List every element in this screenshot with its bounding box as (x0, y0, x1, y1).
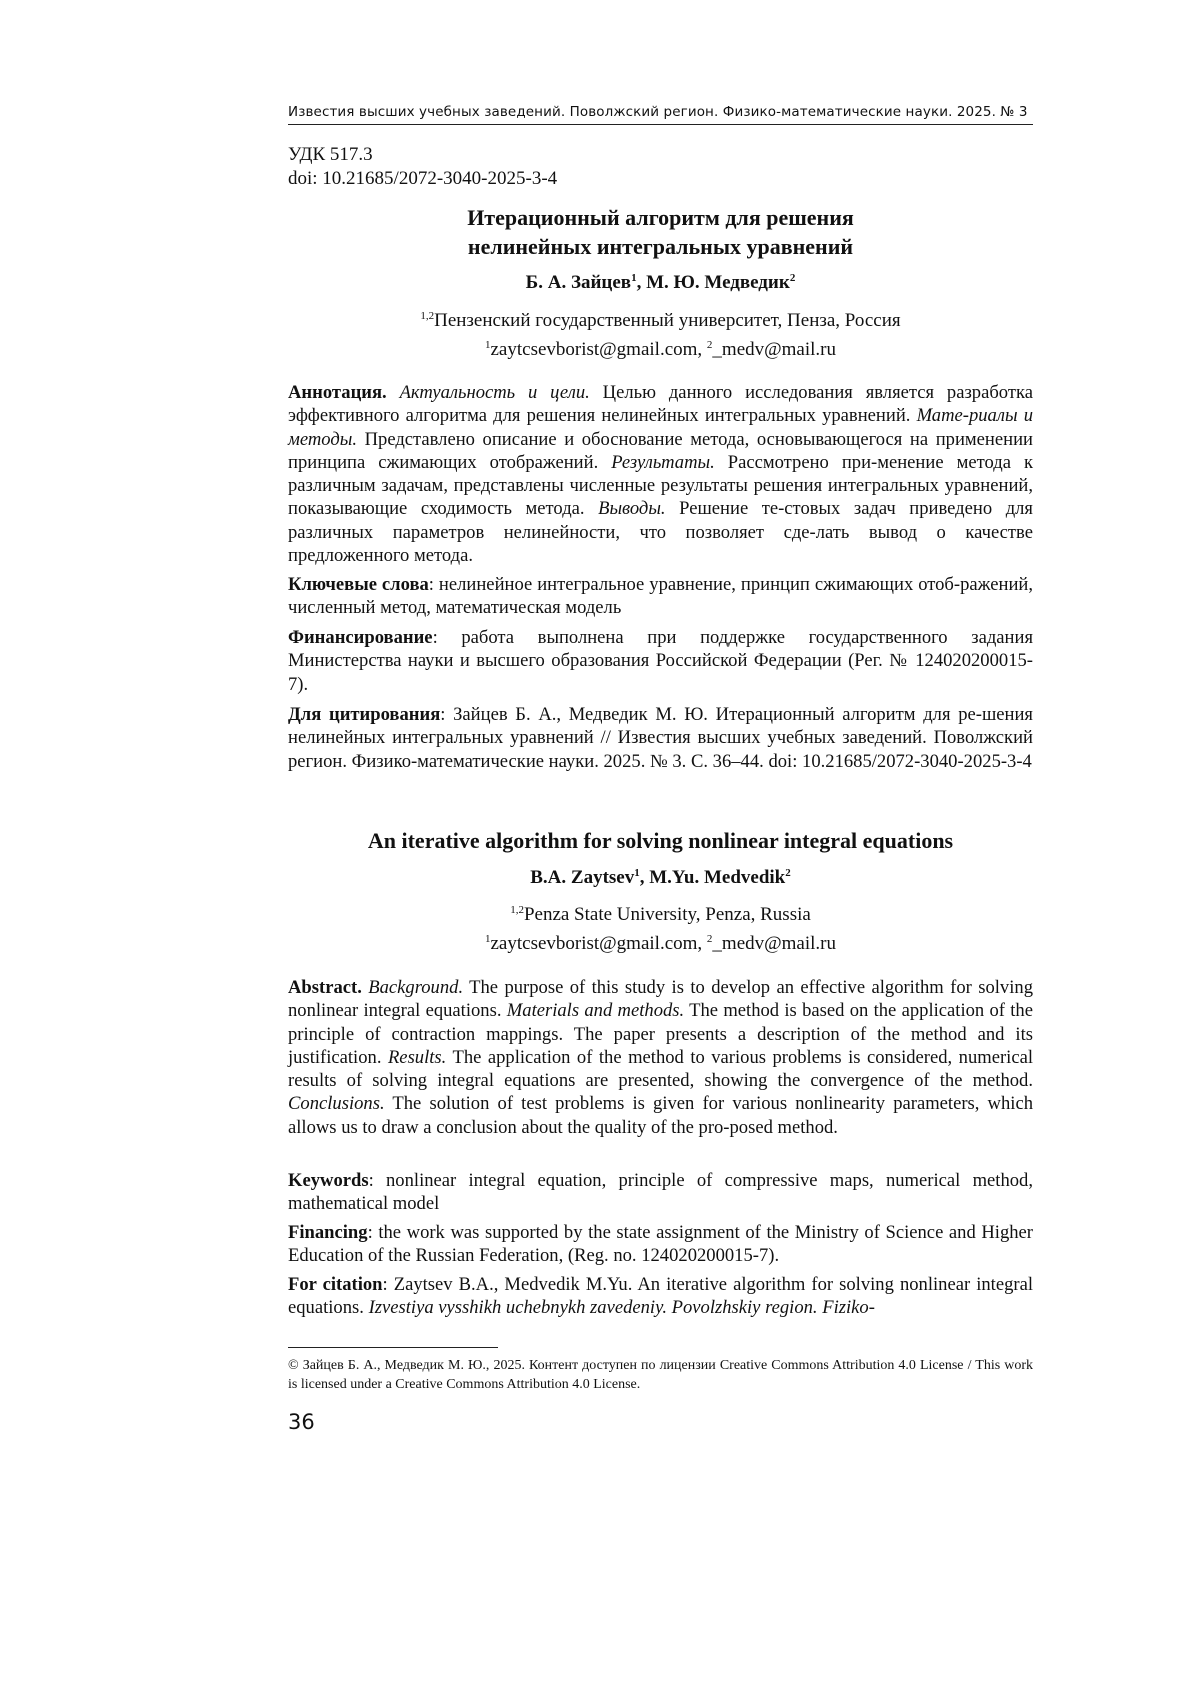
en-affiliation (288, 903, 1033, 927)
footnote-separator (288, 1347, 498, 1348)
en-funding-label: Financing (288, 1222, 368, 1243)
en-keywords-label: Keywords (288, 1170, 369, 1191)
en-author-1: B.A. Zaytsev (530, 867, 635, 888)
ru-funding (288, 626, 1033, 696)
en-abstract-background-label: Background. (368, 977, 464, 998)
ru-funding-text: : работа выполнена при поддержке государственного задания Министерства науки и высшего образования Российской Федерации (Рег. № 124020200015-7). (288, 627, 1033, 695)
ru-abstract-conclusions-label: Выводы. (598, 498, 666, 520)
ru-abstract-label: Аннотация. (288, 382, 387, 403)
ru-author-1: Б. А. Зайцев (525, 272, 632, 293)
ru-title-line-2: нелинейных интегральных уравнений (467, 234, 854, 259)
en-author-1-affil: 1 (634, 867, 640, 879)
ru-abstract-background-text: Целью данного исследования является разработка эффективного алгоритма для решения нелинейных интегральных уравнений. (288, 382, 1033, 427)
en-abstract-methods-label: Materials and methods. (506, 1000, 685, 1022)
license-footnote: © Зайцев Б. А., Медведик М. Ю., 2025. Контент доступен по лицензии Creative Commons Attribution 4.0 License / This work is licensed under a Creative Commons Attribution 4.0 License. (288, 1358, 1033, 1392)
doi: doi: 10.21685/2072-3040-2025-3-4 (288, 168, 558, 189)
en-abstract-conclusions-label: Conclusions. (288, 1093, 385, 1115)
en-email-2[interactable]: _medv@mail.ru (712, 933, 836, 954)
en-affiliation-marker: 1,2 (510, 904, 524, 916)
en-abstract-results-text: The application of the method to various problems is considered, numerical results of solving integral equations are presented, showing the convergence of the method. (288, 1046, 1033, 1092)
ru-abstract-results-text: Рассмотрено при-менение метода к различным задачам, представлены численные результаты решения интегральных уравнений, показывающие сходимость метода. (288, 451, 1033, 520)
en-emails (288, 932, 1033, 956)
en-citation (288, 1273, 1033, 1320)
running-head: Известия высших учебных заведений. Поволжский регион. Физико-математические науки. 2025. № 3 (288, 104, 1033, 125)
en-author-2: M.Yu. Medvedik (649, 867, 786, 888)
ru-citation-label: Для цитирования (288, 704, 441, 725)
ru-affiliation (288, 309, 1033, 333)
ru-emails (288, 338, 1033, 362)
ru-email-2-marker: 2 (706, 339, 713, 351)
ru-keywords-text: : нелинейное интегральное уравнение, принцип сжимающих отоб-ражений, численный метод, математическая модель (288, 574, 1033, 619)
ru-author-separator: , (636, 272, 647, 293)
ru-funding-label: Финансирование (288, 627, 433, 648)
ru-abstract-conclusions-text: Решение те-стовых задач приведено для различных параметров нелинейности, что позволяет сде-лать вывод о качестве предложенного метода. (288, 498, 1033, 567)
en-citation-journal: Izvestiya vysshikh uchebnykh zavedeniy. Povolzhskiy region. Fiziko- (368, 1297, 875, 1319)
en-funding-text: : the work was supported by the state assignment of the Ministry of Science and Higher Education of the Russian Federation, (Reg. no. 124020200015-7). (288, 1222, 1033, 1267)
en-author-2-affil: 2 (785, 867, 791, 879)
ru-abstract-methods-label: Мате-риалы и методы. (288, 405, 1033, 450)
en-authors (288, 866, 1033, 890)
en-email-1-marker: 1 (485, 933, 491, 945)
ru-title-line-1: Итерационный алгоритм для решения (467, 205, 854, 230)
ru-authors (288, 271, 1033, 295)
ru-abstract (288, 381, 1033, 567)
ru-email-1-marker: 1 (485, 339, 491, 351)
ru-author-2-affil: 2 (789, 272, 796, 284)
ru-abstract-methods-text: Представлено описание и обоснование метода, основывающегося на применении принципа сжимающих отображений. (288, 428, 1033, 473)
en-affiliation-text: Penza State University, Penza, Russia (523, 904, 811, 925)
en-email-2-marker: 2 (706, 933, 713, 945)
en-email-1[interactable]: zaytcsevborist@gmail.com, (490, 933, 707, 954)
en-keywords-text: : nonlinear integral equation, principle of compressive maps, numerical method, mathematical model (288, 1170, 1033, 1215)
en-abstract-results-label: Results. (387, 1046, 447, 1068)
ru-abstract-background-label: Актуальность и цели. (399, 382, 590, 403)
en-abstract-conclusions-text: The solution of test problems is given for various nonlinearity parameters, which allows us to draw a conclusion about the quality of the pro-posed method. (288, 1093, 1033, 1138)
ru-affiliation-text: Пензенский государственный университет, Пенза, Россия (434, 310, 901, 331)
en-abstract-label: Abstract. (288, 977, 362, 998)
ru-email-2[interactable]: _medv@mail.ru (712, 339, 836, 360)
en-abstract (288, 976, 1033, 1139)
ru-author-2: М. Ю. Медведик (646, 272, 790, 293)
ru-abstract-results-label: Результаты. (611, 451, 715, 473)
ru-author-1-affil: 1 (631, 272, 637, 284)
ru-affiliation-marker: 1,2 (420, 310, 435, 322)
en-citation-label: For citation (288, 1274, 383, 1295)
en-abstract-methods-text: The method is based on the application of the principle of contraction mappings. The paper presents a description of the method and its justification. (288, 1000, 1033, 1068)
ru-keywords (288, 573, 1033, 620)
en-author-separator: , (639, 867, 650, 888)
en-citation-text: : Zaytsev B.A., Medvedik M.Yu. An iterative algorithm for solving nonlinear integral equations. (288, 1274, 1033, 1319)
en-keywords (288, 1169, 1033, 1216)
ru-keywords-label: Ключевые слова (288, 574, 429, 595)
udk-code: УДК 517.3 (288, 144, 373, 165)
ru-citation (288, 703, 1033, 773)
en-title: An iterative algorithm for solving nonlinear integral equations (367, 828, 954, 853)
en-funding (288, 1221, 1033, 1268)
en-abstract-background-text: The purpose of this study is to develop an effective algorithm for solving nonlinear integral equations. (288, 977, 1033, 1022)
page-number: 36 (288, 1410, 315, 1434)
ru-email-1[interactable]: zaytcsevborist@gmail.com, (490, 339, 707, 360)
ru-citation-text: : Зайцев Б. А., Медведик М. Ю. Итерационный алгоритм для ре-шения нелинейных интегральных уравнений // Известия высших учебных заведений. Поволжский регион. Физико-математические науки. 2025. № 3. С. 36–44. doi: 10.21685/2072-3040-2025-3-4 (288, 704, 1033, 772)
